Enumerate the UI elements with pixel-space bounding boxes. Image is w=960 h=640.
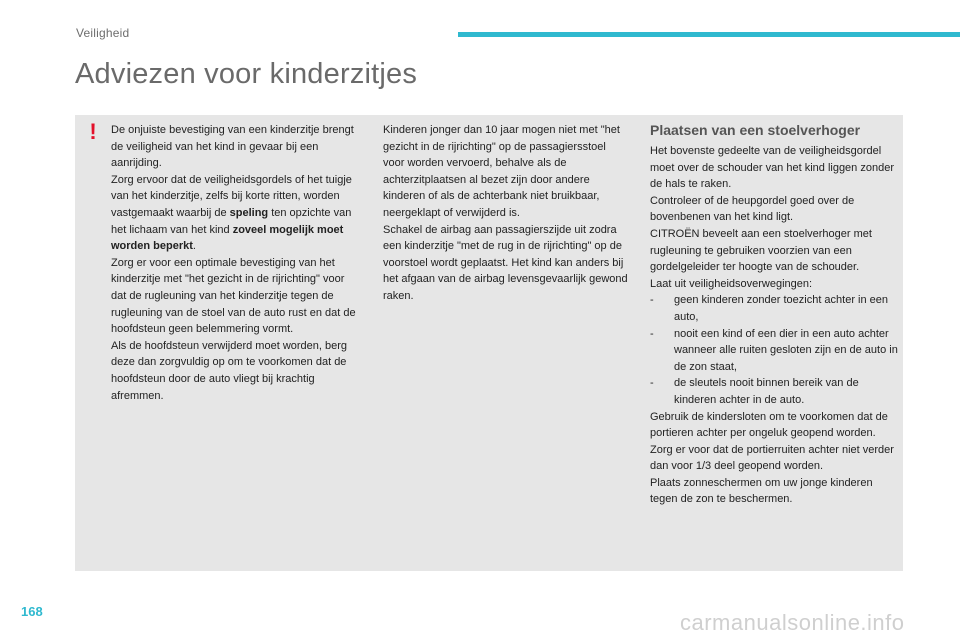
paragraph: Plaats zonneschermen om uw jonge kinderen tegen de zon te beschermen. xyxy=(650,476,873,506)
paragraph: Het bovenste gedeelte van de veiligheidsgordel moet over de schouder van het kind liggen zonder de hals te raken. xyxy=(650,145,894,191)
safety-list xyxy=(650,292,900,408)
exclamation-warning-icon: ! xyxy=(89,119,97,144)
section-heading: Plaatsen van een stoelverhoger xyxy=(650,122,861,138)
text-span: . xyxy=(192,240,196,253)
list-item: - de sleutels nooit binnen bereik van de kinderen achter in de auto. xyxy=(650,375,900,408)
paragraph: Zorg er voor dat de portierruiten achter niet verder dan voor 1/3 deel geopend worden. xyxy=(650,443,894,473)
text-span: Zorg ervoor dat de veiligheidsgordels of het tuigje van het kinderzitje, zelfs bij korte ritten, worden vastgemaakt waarbij de xyxy=(111,173,352,219)
page-number: 168 xyxy=(21,604,43,619)
paragraph: Zorg er voor een optimale bevestiging van het kinderzitje met "het gezicht in de rijrichting" voor dat de rugleuning van het kinderzitje tegen de rugleuning van de stoel van de auto rust en dat de hoofdsteun geen belemmering vormt. xyxy=(111,256,356,336)
page-title: Adviezen voor kinderzitjes xyxy=(75,58,418,90)
bold-text: zoveel mogelijk moet worden beperkt xyxy=(111,223,344,253)
paragraph: De onjuiste bevestiging van een kinderzitje brengt de veiligheid van het kind in gevaar bij een aanrijding. xyxy=(111,124,354,170)
paragraph: Gebruik de kindersloten om te voorkomen dat de portieren achter per ongeluk geopend worden. xyxy=(650,410,888,440)
watermark: carmanualsonline.info xyxy=(680,610,905,635)
list-item: - geen kinderen zonder toezicht achter in een auto, xyxy=(650,292,900,325)
warning-column xyxy=(111,122,361,404)
paragraph: Kinderen jonger dan 10 jaar mogen niet met "het gezicht in de rijrichting" op de passagiersstoel voor worden vervoerd, behalve als de achterzitplaatsen al bezet zijn door andere kinderen of als de achterbank niet bruikbaar, neergeklapt of verwijderd is. xyxy=(383,124,620,219)
paragraph: Schakel de airbag aan passagierszijde uit zodra een kinderzitje "met de rug in de rijrichting" op de voorstoel wordt geplaatst. Het kind kan anders bij het afgaan van de airbag levensgevaarlijk gewond raken. xyxy=(383,223,628,302)
paragraph: Controleer of de heupgordel goed over de bovenbenen van het kind ligt. xyxy=(650,194,855,224)
paragraph: Als de hoofdsteun verwijderd moet worden, berg deze dan zorgvuldig op om te voorkomen dat de hoofdsteun door de auto vliegt bij krachtig afremmen. xyxy=(111,339,348,402)
booster-seat-column xyxy=(650,121,900,508)
paragraph: Laat uit veiligheidsoverwegingen: xyxy=(650,277,813,290)
section-label: Veiligheid xyxy=(76,26,130,40)
list-item: - nooit een kind of een dier in een auto achter wanneer alle ruiten gesloten zijn en de auto in de zon staat, xyxy=(650,326,900,376)
header-accent-bar xyxy=(458,32,960,37)
bold-text: speling xyxy=(229,206,269,219)
text-span: ten opzichte van het lichaam van het kind xyxy=(111,206,352,236)
middle-column xyxy=(383,122,629,305)
paragraph: CITROËN beveelt aan een stoelverhoger met rugleuning te gebruiken voorzien van een gordelgeleider ter hoogte van de schouder. xyxy=(650,227,872,274)
paragraph xyxy=(111,172,361,255)
